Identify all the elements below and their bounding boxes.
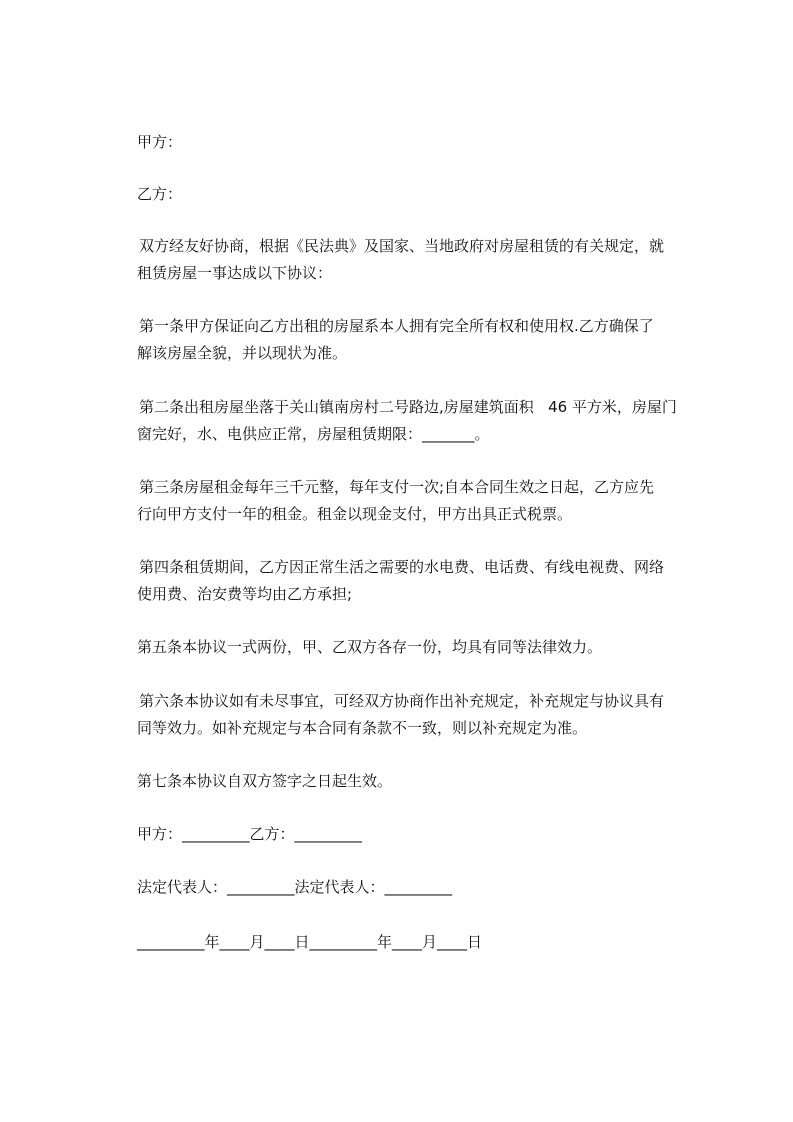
article-4-line-1: 第四条租赁期间，乙方因正常生活之需要的水电费、电话费、有线电视费、网络 [139, 558, 665, 576]
signature-dates: _________年____月____日_________年____月____日 [137, 933, 483, 951]
article-1-line-2: 解该房屋全貌，并以现状为准。 [137, 344, 348, 362]
article-5-line-1: 第五条本协议一式两份，甲、乙双方各存一份，均具有同等法律效力。 [137, 638, 603, 656]
article-6-line-1: 第六条本协议如有未尽事宜，可经双方协商作出补充规定，补充规定与协议具有 [139, 692, 665, 710]
article-3-line-2: 行向甲方支付一年的租金。租金以现金支付，甲方出具正式税票。 [137, 505, 573, 523]
intro-line-2: 租赁房屋一事达成以下协议： [137, 264, 333, 282]
article-4-line-2: 使用费、治安费等均由乙方承担; [137, 585, 353, 603]
article-7-line-1: 第七条本协议自双方签字之日起生效。 [137, 772, 393, 790]
article-3-line-1: 第三条房屋租金每年三千元整，每年支付一次;自本合同生效之日起，乙方应先 [139, 478, 655, 496]
article-2-line-1: 第二条出租房屋坐落于关山镇南房村二号路边,房屋建筑面积 46 平方米，房屋门 [139, 398, 677, 416]
intro-line-1: 双方经友好协商，根据《民法典》及国家、当地政府对房屋租赁的有关规定，就 [139, 237, 665, 255]
article-2-line-2: 窗完好，水、电供应正常，房屋租赁期限：_______。 [137, 425, 490, 443]
party-a-header: 甲方： [137, 133, 183, 151]
signature-parties: 甲方：_________乙方：_________ [137, 825, 363, 843]
signature-representatives: 法定代表人：_________法定代表人：_________ [137, 878, 453, 896]
party-b-header: 乙方： [137, 185, 183, 203]
article-1-line-1: 第一条甲方保证向乙方出租的房屋系本人拥有完全所有权和使用权.乙方确保了 [139, 317, 654, 335]
article-6-line-2: 同等效力。如补充规定与本合同有条款不一致，则以补充规定为准。 [137, 719, 588, 737]
